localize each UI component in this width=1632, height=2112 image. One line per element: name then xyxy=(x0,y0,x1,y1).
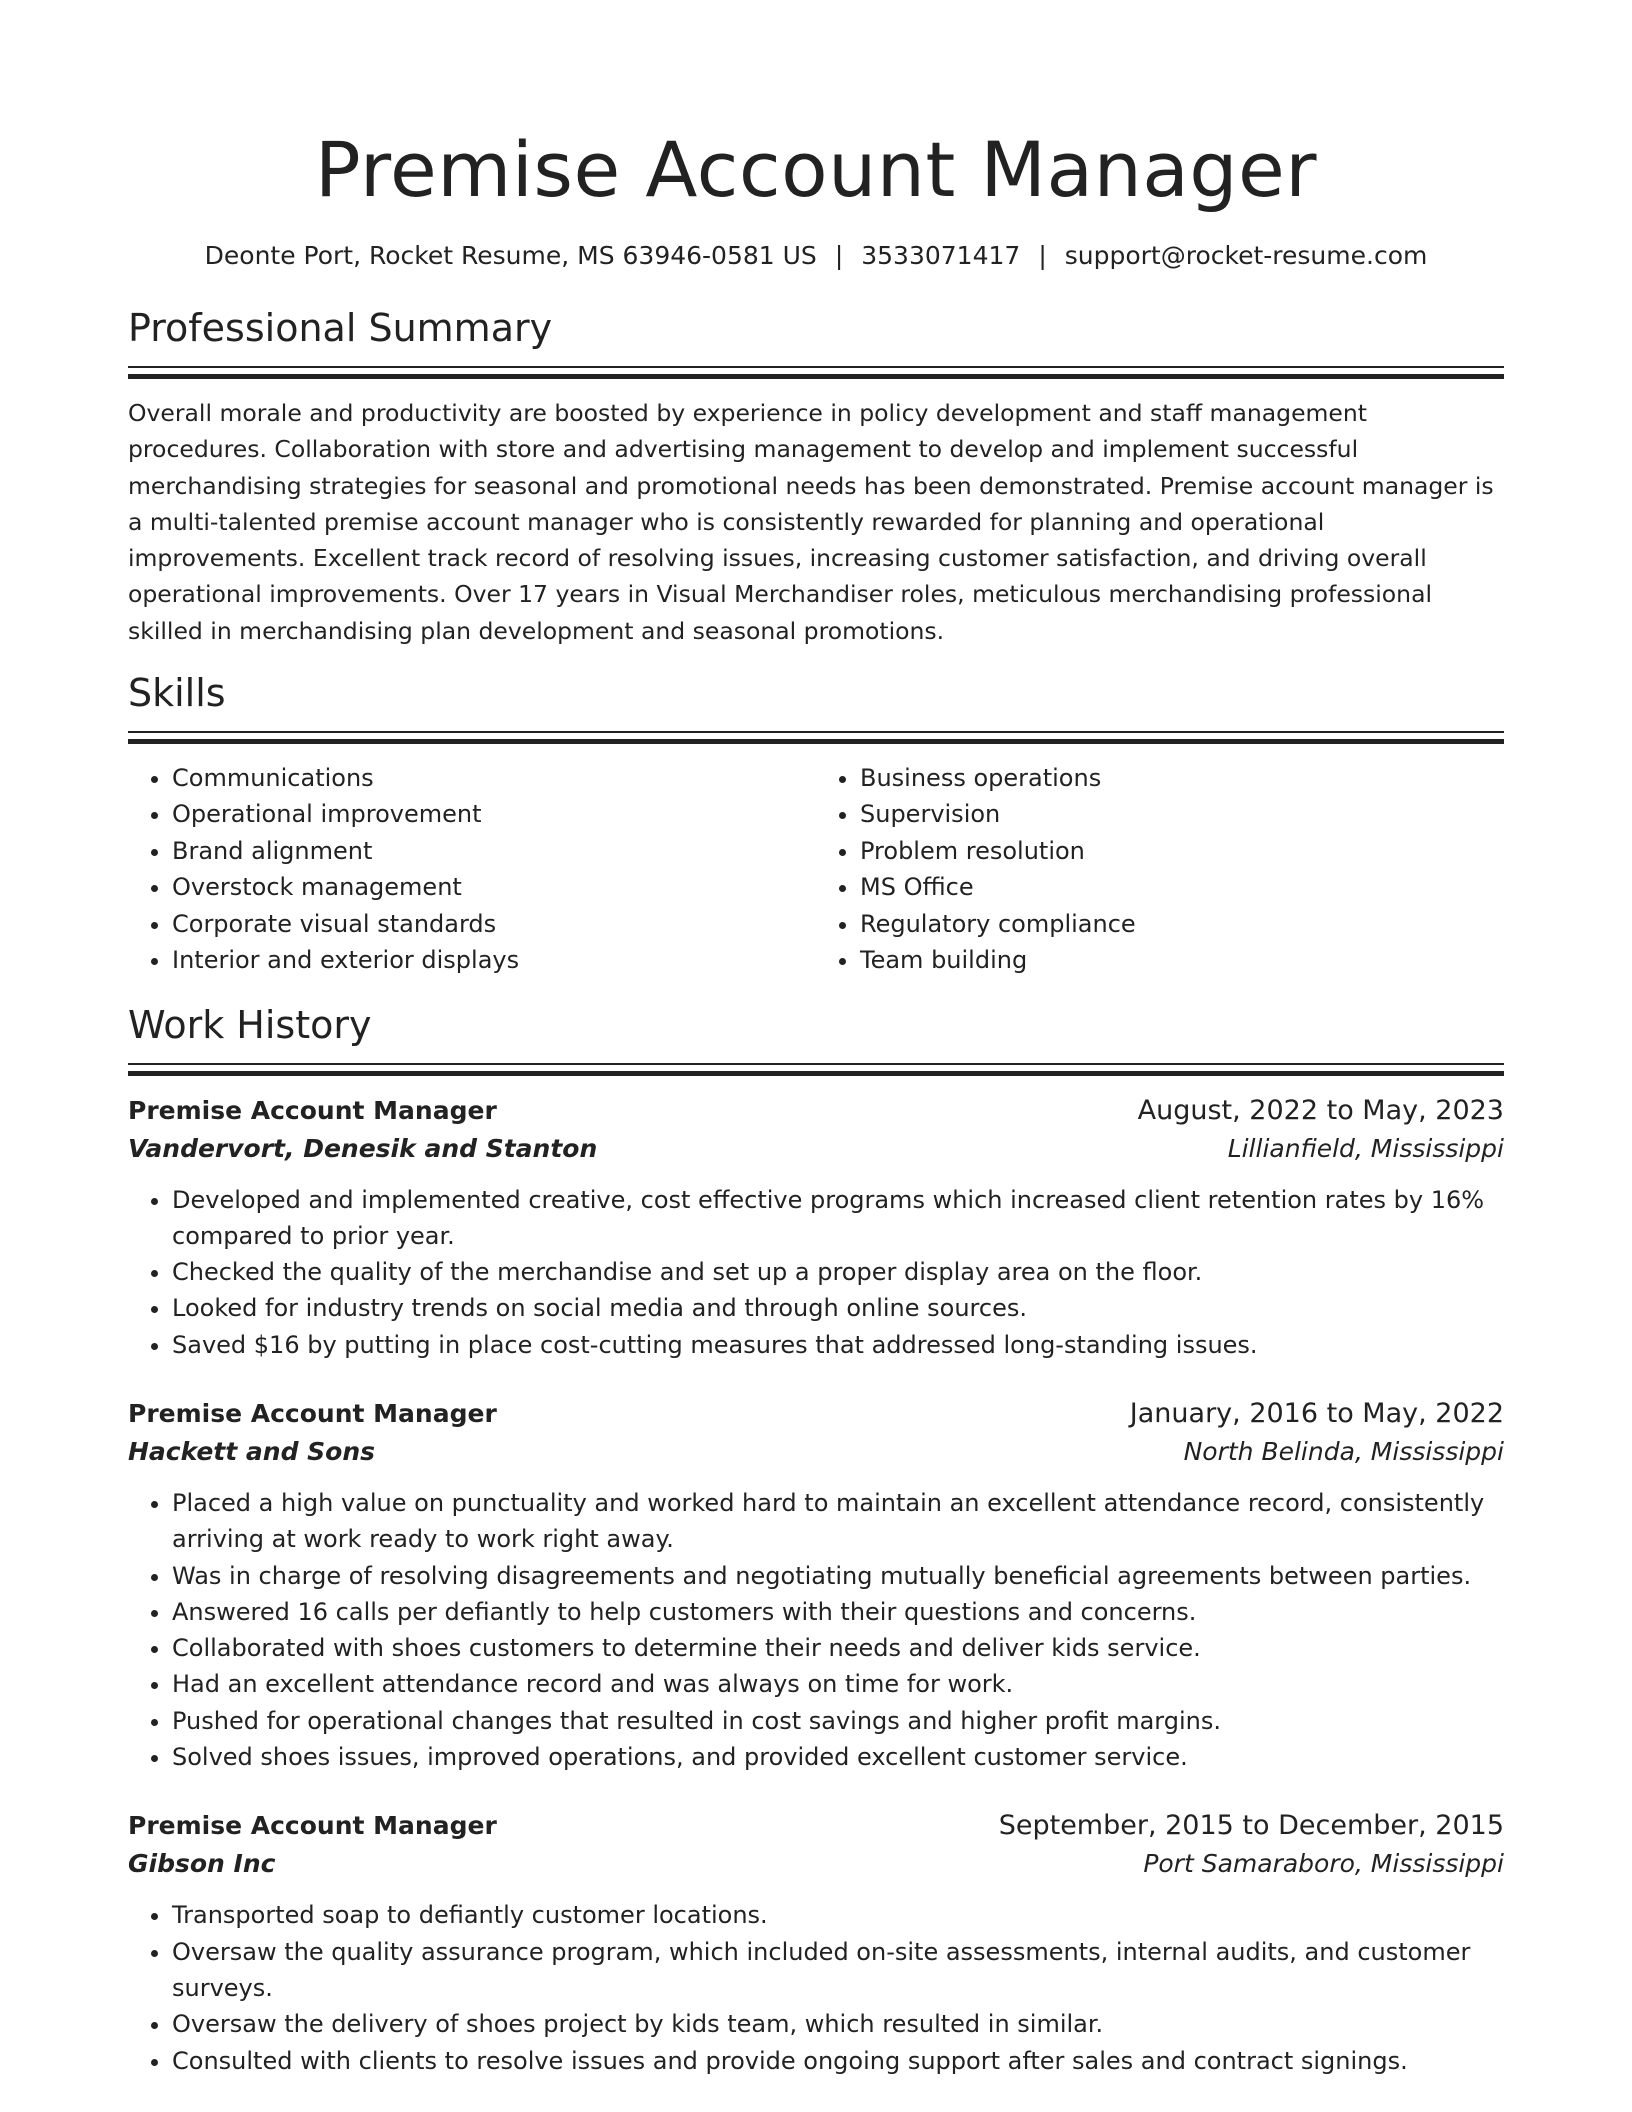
job-dates: September, 2015 to December, 2015 xyxy=(998,1810,1504,1842)
job-company-row xyxy=(128,1433,1504,1471)
job-bullet: • Answered 16 calls per defiantly to help customers with their questions and concerns. xyxy=(172,1594,1504,1630)
skills-list-right xyxy=(816,760,1504,978)
section-title-summary: Professional Summary xyxy=(128,306,553,350)
section-title-skills: Skills xyxy=(128,671,226,716)
job-location: North Belinda, Mississippi xyxy=(1183,1437,1504,1466)
skill-item: • Interior and exterior displays xyxy=(172,942,816,978)
job-company: Gibson Inc xyxy=(128,1849,276,1879)
job-bullet: • Was in charge of resolving disagreements and negotiating mutually beneficial agreements between parties. xyxy=(172,1558,1504,1594)
job-bullet: • Pushed for operational changes that resulted in cost savings and higher profit margins. xyxy=(172,1703,1504,1739)
section-title-work-history: Work History xyxy=(128,1002,372,1047)
contact-separator: | xyxy=(834,241,844,270)
job-title: Premise Account Manager xyxy=(128,1399,497,1428)
job-dates: January, 2016 to May, 2022 xyxy=(1129,1398,1504,1429)
section-divider xyxy=(128,1063,1504,1076)
job-bullets xyxy=(128,1897,1504,2078)
work-history-section xyxy=(128,1001,1504,2079)
skill-item: • Problem resolution xyxy=(860,833,1504,869)
contact-address: Deonte Port, Rocket Resume, MS 63946-0581 US xyxy=(204,241,817,270)
skill-item: • Overstock management xyxy=(172,869,816,905)
summary-text: Overall morale and productivity are boosted by experience in policy development and staff management procedures. Collaboration with store and advertising management to develop and implement successful merchandising strategies for seasonal and promotional needs has been demonstrated. Premise account manager is a multi-talented premise account manager who is consistently rewarded for planning and operational improvements. Excellent track record of resolving issues, increasing customer satisfaction, and driving overall operational improvements. Over 17 years in Visual Merchandiser roles, meticulous merchandising professional skilled in merchandising plan development and seasonal promotions. xyxy=(128,399,1494,645)
professional-summary-section xyxy=(128,304,1504,649)
section-divider xyxy=(128,366,1504,379)
contact-line xyxy=(128,238,1504,274)
contact-separator: | xyxy=(1038,241,1047,270)
job-bullet: • Had an excellent attendance record and was always on time for work. xyxy=(172,1666,1504,1702)
skill-item: • Supervision xyxy=(860,796,1504,832)
job-bullet: • Saved $16 by putting in place cost-cutting measures that addressed long-standing issues. xyxy=(172,1327,1504,1363)
job-title: Premise Account Manager xyxy=(128,1811,497,1841)
job-company-row xyxy=(128,1130,1504,1168)
job-bullet: • Solved shoes issues, improved operations, and provided excellent customer service. xyxy=(172,1739,1504,1775)
job-company-row xyxy=(128,1845,1504,1883)
section-divider xyxy=(128,731,1504,744)
job-header-row xyxy=(128,1807,1504,1845)
job-company: Vandervort, Denesik and Stanton xyxy=(128,1133,598,1163)
job-bullet: • Collaborated with shoes customers to determine their needs and deliver kids service. xyxy=(172,1630,1504,1666)
skill-item: • Business operations xyxy=(860,760,1504,796)
skills-columns xyxy=(128,760,1504,978)
job-dates: August, 2022 to May, 2023 xyxy=(1137,1094,1504,1126)
job-title: Premise Account Manager xyxy=(128,1095,497,1125)
contact-phone[interactable]: 3533071417 xyxy=(861,241,1021,270)
skill-item: • Communications xyxy=(172,760,816,796)
job-entry xyxy=(128,1092,1504,1363)
job-bullet: • Consulted with clients to resolve issues and provide ongoing support after sales and contract signings. xyxy=(172,2043,1504,2079)
job-bullets xyxy=(128,1485,1504,1775)
job-location: Lillianfield, Mississippi xyxy=(1227,1133,1504,1163)
job-entry xyxy=(128,1807,1504,2078)
job-bullet: • Looked for industry trends on social media and through online sources. xyxy=(172,1290,1504,1326)
skill-item: • Operational improvement xyxy=(172,796,816,832)
job-entry xyxy=(128,1395,1504,1775)
job-bullet: • Oversaw the quality assurance program, which included on-site assessments, internal audits, and customer surveys. xyxy=(172,1934,1504,2007)
contact-email[interactable]: support@rocket-resume.com xyxy=(1064,241,1428,270)
job-bullet: • Transported soap to defiantly customer locations. xyxy=(172,1897,1504,1933)
skills-list-left xyxy=(128,760,816,978)
job-bullet: • Oversaw the delivery of shoes project by kids team, which resulted in similar. xyxy=(172,2006,1504,2042)
job-bullets xyxy=(128,1182,1504,1363)
skill-item: • Regulatory compliance xyxy=(860,906,1504,942)
skill-item: • MS Office xyxy=(860,869,1504,905)
skill-item: • Brand alignment xyxy=(172,833,816,869)
job-header-row xyxy=(128,1092,1504,1130)
job-bullet: • Checked the quality of the merchandise and set up a proper display area on the floor. xyxy=(172,1254,1504,1290)
job-location: Port Samaraboro, Mississippi xyxy=(1143,1849,1504,1879)
job-bullet: • Developed and implemented creative, cost effective programs which increased client retention rates by 16% compared to prior year. xyxy=(172,1182,1504,1255)
job-company: Hackett and Sons xyxy=(128,1437,376,1466)
skill-item: • Team building xyxy=(860,942,1504,978)
skills-section xyxy=(128,669,1504,978)
candidate-name: Premise Account Manager xyxy=(314,125,1318,214)
job-bullet: • Placed a high value on punctuality and worked hard to maintain an excellent attendance record, consistently arriving at work ready to work right away. xyxy=(172,1485,1504,1558)
job-header-row xyxy=(128,1395,1504,1433)
skill-item: • Corporate visual standards xyxy=(172,906,816,942)
